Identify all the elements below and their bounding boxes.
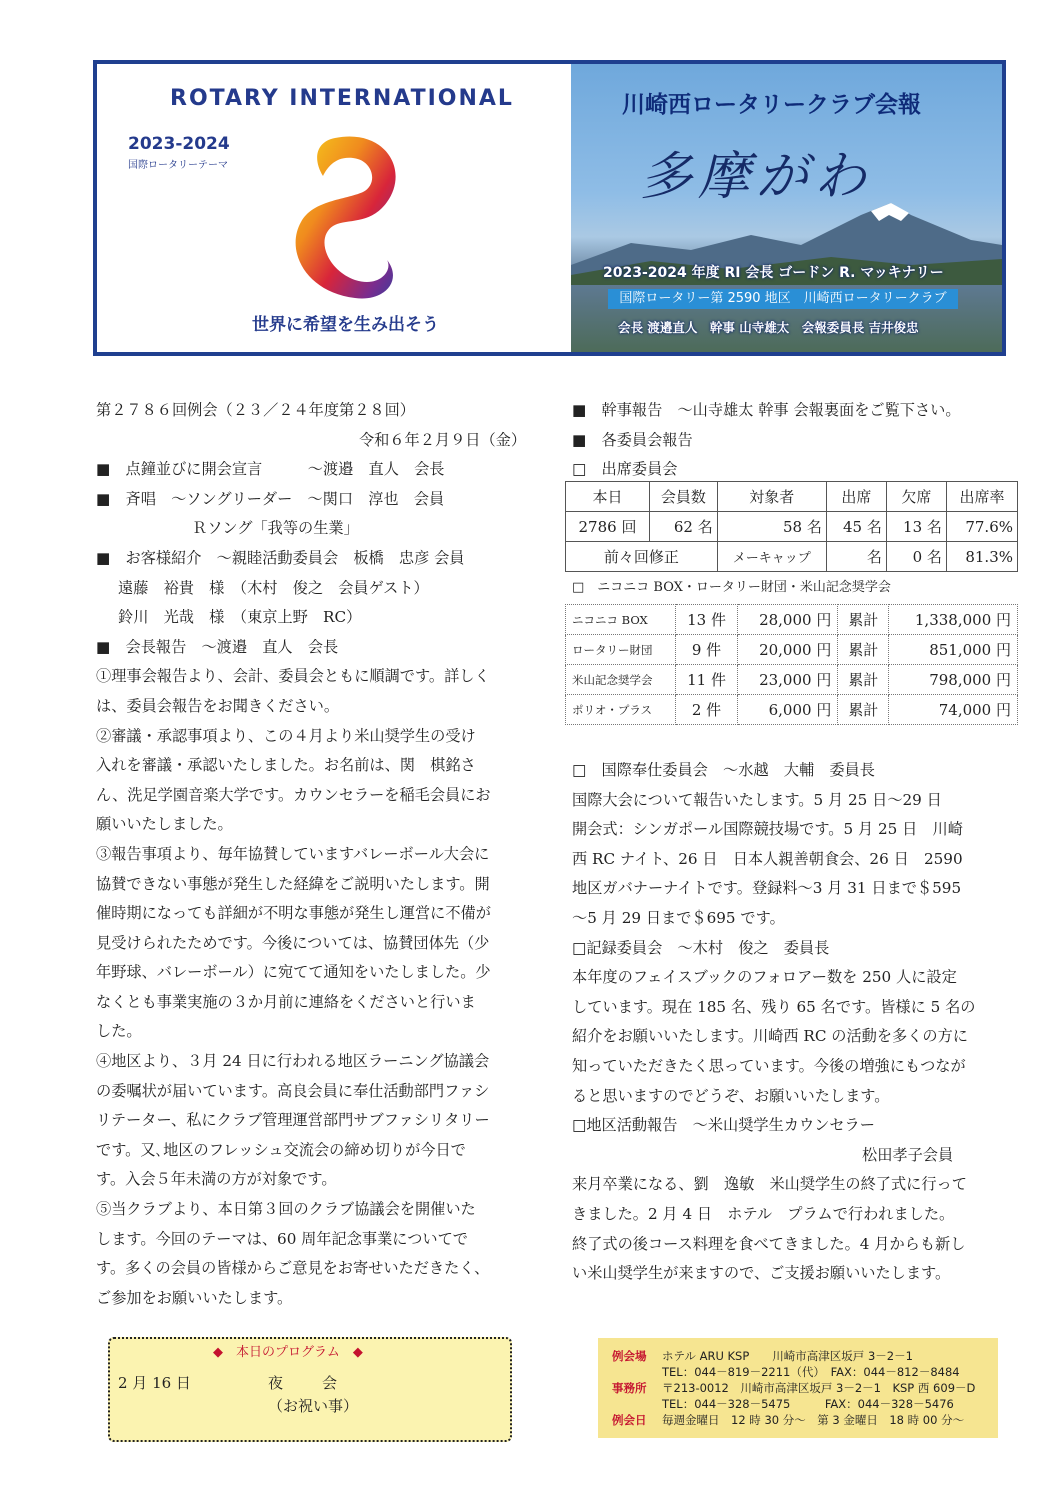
guest-intro-item: ■ お客様紹介 ～親睦活動委員会 板橋 忠彦 会員: [96, 548, 465, 567]
table-cell: 62 名: [649, 512, 717, 542]
records-heading: □記録委員会 ～木村 俊之 委員長: [572, 938, 830, 957]
program-note: （お祝い事）: [268, 1397, 359, 1415]
ri-title: ROTARY INTERNATIONAL: [170, 86, 514, 111]
correction-absent: 0 名: [912, 548, 942, 566]
report-text-line: 入れを審議・承認いたしました。お名前は、関 棋銘さ: [96, 756, 476, 775]
report-text-line: の委嘱状が届いています。高良会員に奉仕活動部門ファシ: [96, 1081, 490, 1100]
theme-year: 2023-2024: [128, 134, 230, 154]
table-row: [566, 512, 1018, 542]
report-text-line: です。又､地区のフレッシュ交流会の締め切りが今日で: [96, 1140, 466, 1159]
report-text-line: は、委員会報告をお聞きください。: [96, 696, 339, 715]
report-text-line: 年野球、バレーボール）に宛てて通知をいたしました。少: [96, 963, 491, 982]
table-row: [566, 695, 1018, 725]
district-activity-heading: □地区活動報告 ～米山奨学生カウンセラー: [572, 1116, 875, 1135]
report-text-line: い米山奨学生が来ますので、ご支援お願いいたします。: [572, 1264, 951, 1283]
report-text-line: 知っていただきたく思っています。今後の増強にもつなが: [572, 1056, 966, 1075]
report-text-line: 西 RC ナイト、26 日 日本人親善朝食会、26 日 2590: [572, 849, 963, 868]
table-cell: 77.6%: [946, 512, 1017, 542]
table-row: [566, 635, 1018, 665]
office-label: 事務所: [612, 1381, 647, 1395]
guest-line: 遠藤 裕貴 様 （木村 俊之 会員ゲスト）: [118, 578, 429, 597]
table-cell: [886, 542, 946, 572]
report-text-line: 終了式の後コース料理を食べてきました。4 月からも新し: [572, 1234, 966, 1253]
club-info-box: [598, 1338, 998, 1438]
meeting-date: 令和６年２月９日（金）: [358, 430, 526, 449]
table-row: [566, 542, 1018, 572]
table-header-cell: 会員数: [649, 482, 717, 512]
fund-count: 9 件: [676, 635, 737, 665]
fund-table: [565, 604, 1018, 725]
table-cell: 45 名: [826, 512, 886, 542]
report-text-line: しています。現在 185 名、残り 65 名です。皆様に 5 名の: [572, 997, 976, 1016]
meeting-report-column: [96, 396, 536, 1313]
makeup-label: メーキャップ: [732, 551, 811, 566]
report-text-line: ①理事会報告より、会計、委員会ともに順調です。詳しく: [96, 667, 490, 686]
guest-line: 鈴川 光哉 様 （東京上野 RC）: [118, 608, 362, 627]
report-text-line: ⑤当クラブより、本日第３回のクラブ協議会を開催いた: [96, 1200, 476, 1219]
report-text-line: します。今回のテーマは、60 周年記念事業についてで: [96, 1229, 468, 1248]
report-text-line: 国際大会について報告いたします。5 月 25 日～29 日: [572, 790, 942, 809]
report-text-line: ると思いますのでどうぞ、お願いいたします。: [572, 1086, 890, 1105]
table-cell: 前々回修正: [566, 542, 718, 572]
report-text-line: 見受けられたためです。今後については、協賛団体先（少: [96, 933, 490, 952]
report-text-line: 本年度のフェイスブックのフォロアー数を 250 人に設定: [572, 968, 957, 987]
fund-amount: 28,000 円: [737, 605, 838, 635]
attendance-heading: □ 出席委員会: [572, 460, 678, 479]
ri-theme-logo: [275, 130, 405, 300]
report-text-line: 願いいたしました。: [96, 815, 233, 834]
venue-contact: TEL：044－819－2211（代） FAX：044－812－8484: [662, 1365, 960, 1379]
fund-label: ポリオ・プラス: [566, 695, 676, 725]
report-text-line: ご参加をお願いいたします。: [96, 1288, 293, 1307]
table-cell: [717, 542, 826, 572]
president-report-heading: ■ 会長報告 ～渡邉 直人 会長: [96, 637, 339, 656]
fund-total: 798,000 円: [889, 665, 1018, 695]
fund-total-label: 累計: [838, 605, 889, 635]
theme-label: 国際ロータリーテーマ: [128, 160, 228, 171]
report-text-line: ②審議・承認事項より、この４月より米山奨学生の受け: [96, 726, 476, 745]
table-cell: 58 名: [717, 512, 826, 542]
fund-label: 米山記念奨学会: [566, 665, 676, 695]
table-cell: [826, 542, 886, 572]
report-text-line: ん、洗足学園音楽大学です。カウンセラーを稲毛会員にお: [96, 785, 491, 804]
program-title: ◆ 本日のプログラム ◆: [213, 1345, 363, 1360]
table-cell: [946, 542, 1017, 572]
table-header-cell: 欠席: [886, 482, 946, 512]
report-text-line: す。入会５年未満の方が対象です。: [96, 1170, 337, 1189]
fund-total-label: 累計: [838, 635, 889, 665]
report-text-line: す。多くの会員の皆様からご意見をお寄せいただきたく、: [96, 1259, 490, 1278]
club-bulletin-title: 川崎西ロータリークラブ会報: [622, 92, 921, 118]
fund-total-label: 累計: [838, 695, 889, 725]
committee-report-column: [572, 396, 1012, 485]
report-text-line: ～5 月 29 日まで＄695 です。: [572, 908, 785, 927]
district-bar: 国際ロータリー第 2590 地区 川崎西ロータリークラブ: [608, 289, 958, 309]
table-row: [566, 665, 1018, 695]
report-text-line: 協賛できない事態が発生した経緯をご説明いたします。開: [96, 874, 490, 893]
table-cell: 13 名: [886, 512, 946, 542]
meeting-number: 第２７８６回例会（２３／２４年度第２８回）: [96, 401, 415, 419]
report-text-line: 紹介をお願いいたします。川崎西 RC の活動を多くの方に: [572, 1027, 968, 1046]
report-text-line: 催時期になっても詳細が不明な事態が発生し運営に不備が: [96, 904, 491, 923]
makeup-unit: 名: [866, 548, 882, 566]
correction-rate: 81.3%: [965, 547, 1013, 566]
fund-count: 11 件: [676, 665, 737, 695]
fund-label: ニコニコ BOX: [566, 605, 676, 635]
fund-total: 1,338,000 円: [889, 605, 1018, 635]
table-cell: 2786 回: [566, 512, 650, 542]
intl-service-heading: □ 国際奉仕委員会 ～水越 大輔 委員長: [572, 761, 875, 779]
program-date: 2 月 16 日: [118, 1374, 191, 1392]
report-text-line: ④地区より、３月 24 日に行われる地区ラーニング協議会: [96, 1052, 490, 1071]
fund-total: 74,000 円: [889, 695, 1018, 725]
club-officers: 会長 渡邉直人 幹事 山寺雄太 会報委員長 吉井俊忠: [618, 320, 919, 335]
bulletin-brand-script: 多摩がわ: [640, 147, 873, 207]
fund-heading: □ ニコニコ BOX・ロータリー財団・米山記念奨学会: [572, 580, 891, 595]
report-text-line: きました。2 月 4 日 ホテル プラムで行われました。: [572, 1204, 955, 1223]
fund-count: 13 件: [676, 605, 737, 635]
fund-total-label: 累計: [838, 665, 889, 695]
opening-item: ■ 点鐘並びに開会宣言 ～渡邉 直人 会長: [96, 460, 445, 479]
table-row: [566, 605, 1018, 635]
report-text-line: ③報告事項より、毎年協賛していますバレーボール大会に: [96, 844, 490, 863]
song-title: Ｒソング「我等の生業」: [192, 519, 359, 538]
report-text-line: 来月卒業になる、劉 逸敏 米山奨学生の終了式に行って: [572, 1175, 967, 1194]
table-header-cell: 出席率: [946, 482, 1017, 512]
fund-amount: 6,000 円: [737, 695, 838, 725]
committee-details: [572, 756, 1012, 1289]
meeting-day: 毎週金曜日 12 時 30 分～ 第 3 金曜日 18 時 00 分～: [662, 1413, 965, 1427]
table-header-cell: 本日: [566, 482, 650, 512]
theme-slogan: 世界に希望を生み出そう: [252, 315, 439, 335]
program-event: 夜 会: [268, 1374, 350, 1392]
counselor-name: 松田孝子会員: [862, 1145, 954, 1164]
song-item: ■ 斉唱 ～ソングリーダー ～関口 淳也 会員: [96, 489, 445, 508]
venue-label: 例会場: [612, 1349, 647, 1363]
report-text-line: 地区ガバナーナイトです。登録料～3 月 31 日まで＄595: [572, 879, 962, 898]
committee-reports-heading: ■ 各委員会報告: [572, 430, 693, 449]
report-text-line: リテーター、私にクラブ管理運営部門サブファシリタリー: [96, 1111, 490, 1130]
fund-total: 851,000 円: [889, 635, 1018, 665]
report-text-line: なくとも事業実施の３か月前に連絡をくださいと行いま: [96, 992, 476, 1011]
attendance-table: [565, 481, 1018, 572]
fund-label: ロータリー財団: [566, 635, 676, 665]
ri-president-line: 2023-2024 年度 RI 会長 ゴードン R. マッキナリー: [603, 265, 944, 281]
office-address: 〒213-0012 川崎市高津区坂戸 3－2－1 KSP 西 609－D: [662, 1381, 976, 1395]
venue-line: ホテル ARU KSP 川崎市高津区坂戸 3－2－1: [662, 1349, 913, 1363]
fund-count: 2 件: [676, 695, 737, 725]
fund-amount: 23,000 円: [737, 665, 838, 695]
office-contact: TEL：044－328－5475 FAX：044－328－5476: [662, 1397, 954, 1411]
report-text-line: した。: [96, 1022, 142, 1041]
report-text-line: 開会式：シンガポール国際競技場です。5 月 25 日 川崎: [572, 820, 963, 839]
table-header-row: [566, 482, 1018, 512]
table-header-cell: 対象者: [717, 482, 826, 512]
fund-amount: 20,000 円: [737, 635, 838, 665]
table-header-cell: 出席: [826, 482, 886, 512]
meeting-day-label: 例会日: [612, 1413, 647, 1427]
secretary-report: ■ 幹事報告 ～山寺雄太 幹事 会報裏面をご覧下さい。: [572, 401, 961, 419]
